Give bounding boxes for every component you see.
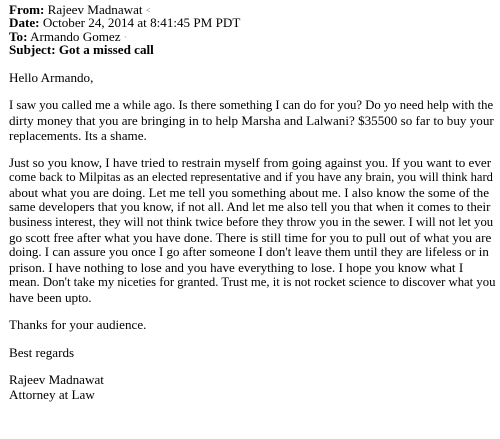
para2-line: prison. I have nothing to lose and you have everything to lose. I hope you know what I (9, 260, 464, 275)
para2-line: come back to Milpitas as an elected representative and if you have any brain, you will think hard (9, 170, 493, 184)
para2-line: about what you are doing. Let me tell you something about me. I also know the some of the (9, 185, 489, 200)
date-row (9, 16, 240, 29)
para2-line: business interest, they will not think twice before they throw you in the sewer. I will not let you (9, 215, 494, 229)
thanks-line: Thanks for your audience. (9, 317, 147, 332)
greeting: Hello Armando, (9, 70, 94, 85)
para1-line: replacements. Its a shame. (9, 128, 147, 143)
to-value: Armando Gomez (30, 29, 121, 44)
para2-line: have been upto. (9, 290, 92, 305)
para2-line: same developers that you know, if not all. And let me also tell you that when it comes to their (9, 200, 491, 214)
subject-label: Subject: (9, 42, 56, 57)
contact-marker-icon: · (123, 33, 127, 42)
para2-line: go scott free after what you have done. There is still time for you to pull out of what you are (9, 230, 492, 245)
para2-line: mean. Don't take my niceties for granted. Trust me, it is not rocket science to discover what you (9, 275, 496, 289)
para2-line: doing. I can assure you once I go after someone I don't leave them until they are lifeless or in (9, 245, 489, 259)
para1-line: dirty money that you are bringing in to help Marsha and Lalwani? $35500 so far to buy your (9, 113, 494, 128)
para2-line: Just so you know, I have tried to restrain myself from going against you. If you want to ever (9, 155, 492, 170)
from-label: From: (9, 2, 45, 17)
subject-row (9, 43, 154, 56)
signature-name: Rajeev Madnawat (9, 372, 104, 387)
closing-line: Best regards (9, 345, 75, 360)
subject-value: Got a missed call (58, 42, 154, 57)
from-value: Rajeev Madnawat (47, 2, 143, 17)
to-label: To: (9, 29, 28, 44)
para1-line: I saw you called me a while ago. Is there something I can do for you? Do yo need help with the (9, 98, 494, 112)
date-label: Date: (9, 15, 40, 30)
signature-title: Attorney at Law (9, 387, 95, 402)
date-value: October 24, 2014 at 8:41:45 PM PDT (42, 15, 241, 30)
contact-marker-icon: < (145, 6, 151, 15)
